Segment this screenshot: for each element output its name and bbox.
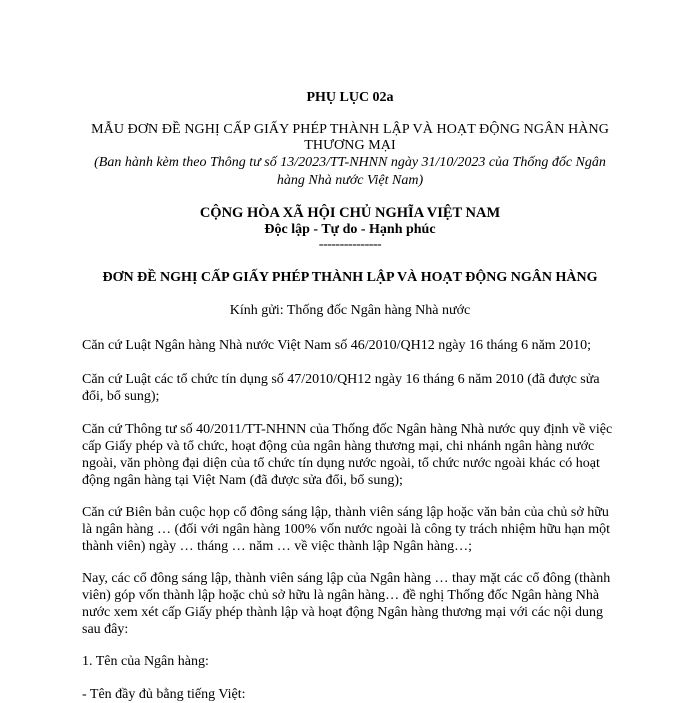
application-title: ĐƠN ĐỀ NGHỊ CẤP GIẤY PHÉP THÀNH LẬP VÀ HOẠT ĐỘNG NGÂN HÀNG	[102, 270, 598, 285]
issued-note: (Ban hành kèm theo Thông tư số 13/2023/TT-NHNN ngày 31/10/2023 của Thống đốc Ngân hàng Nhà nước Việt Nam)	[94, 155, 606, 188]
divider-line: ---------------	[318, 237, 382, 252]
section-bank-name: 1. Tên của Ngân hàng:	[82, 654, 209, 669]
appendix-label: PHỤ LỤC 02a	[306, 90, 394, 105]
form-title: MẪU ĐƠN ĐỀ NGHỊ CẤP GIẤY PHÉP THÀNH LẬP VÀ HOẠT ĐỘNG NGÂN HÀNG THƯƠNG MẠI	[91, 122, 609, 153]
paragraph-request: Nay, các cổ đông sáng lập, thành viên sáng lập của Ngân hàng … thay mặt các cổ đông (thành viên) góp vốn thành lập hoặc chủ sở hữu là ngân hàng… đề nghị Thống đốc Ngân hàng Nhà nước xem xét cấp Giấy phép thành lập và hoạt động Ngân hàng thương mại với các nội dung sau đây:	[82, 571, 611, 637]
country-name: CỘNG HÒA XÃ HỘI CHỦ NGHĨA VIỆT NAM	[199, 205, 501, 221]
national-motto: Độc lập - Tự do - Hạnh phúc	[264, 222, 436, 237]
paragraph-legal-basis-2: Căn cứ Luật các tổ chức tín dụng số 47/2010/QH12 ngày 16 tháng 6 năm 2010 (đã được sửa đổi, bổ sung);	[82, 372, 600, 404]
field-full-name-vietnamese: - Tên đầy đủ bằng tiếng Việt:	[82, 687, 246, 702]
recipient-line: Kính gửi: Thống đốc Ngân hàng Nhà nước	[229, 303, 471, 318]
paragraph-legal-basis-3: Căn cứ Thông tư số 40/2011/TT-NHNN của Thống đốc Ngân hàng Nhà nước quy định về việc cấp Giấy phép và tổ chức, hoạt động của ngân hàng thương mại, chi nhánh ngân hàng nước ngoài, văn phòng đại diện của tổ chức tín dụng nước ngoài, tổ chức nước ngoài khác có hoạt động ngân hàng tại Việt Nam (đã được sửa đổi, bổ sung);	[82, 422, 613, 488]
paragraph-meeting-minutes: Căn cứ Biên bản cuộc họp cổ đông sáng lập, thành viên sáng lập hoặc văn bản của chủ sở hữu là ngân hàng … (đối với ngân hàng 100% vốn nước ngoài là công ty trách nhiệm hữu hạn một thành viên) ngày … tháng … năm … về việc thành lập Ngân hàng…;	[82, 505, 611, 554]
paragraph-legal-basis-1: Căn cứ Luật Ngân hàng Nhà nước Việt Nam số 46/2010/QH12 ngày 16 tháng 6 năm 2010;	[82, 338, 592, 353]
